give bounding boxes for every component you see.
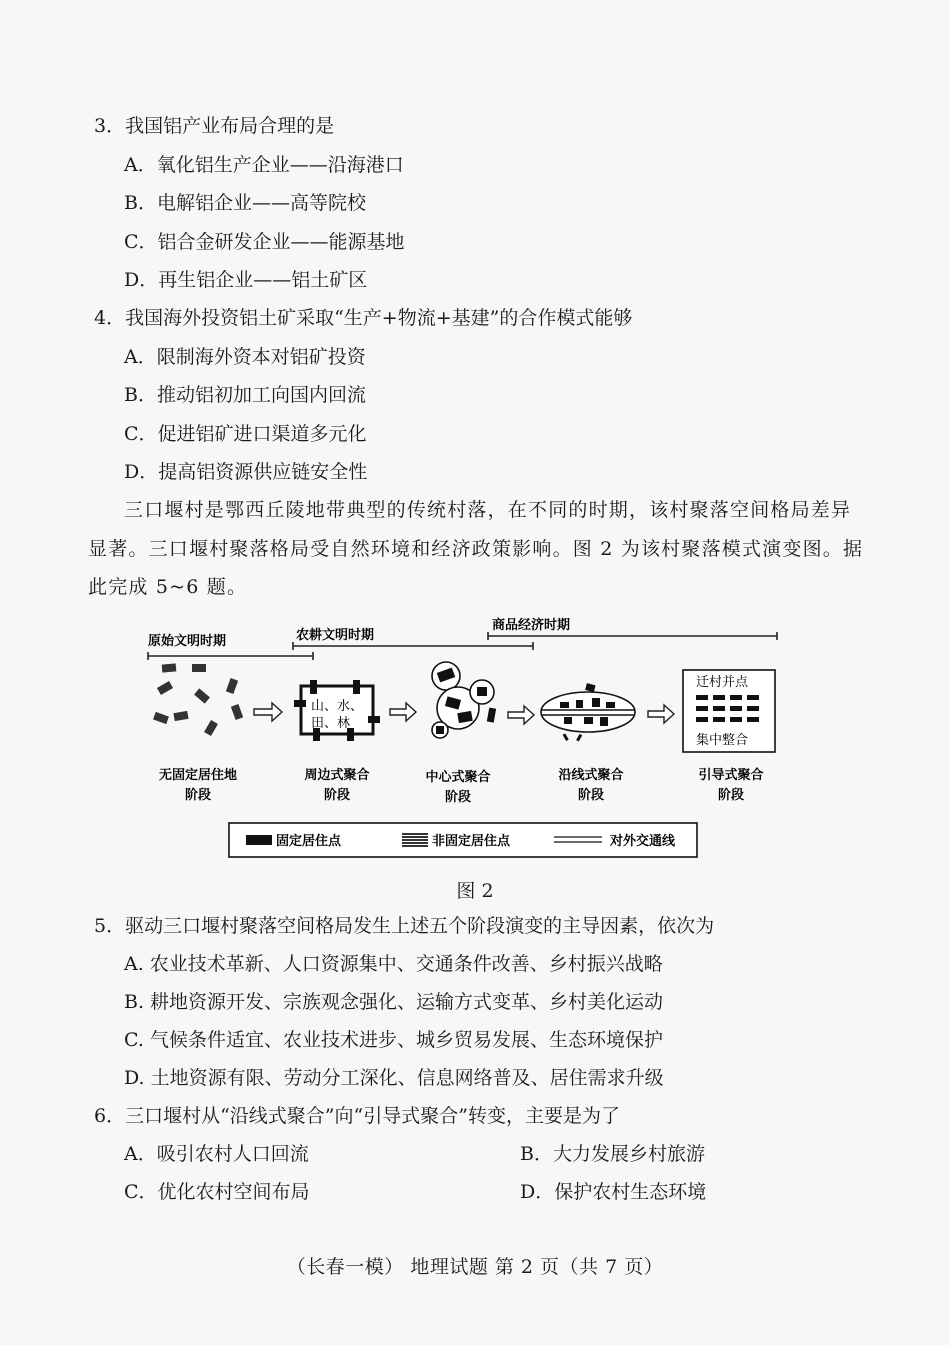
q3-option-d: D．再生铝企业——铝土矿区 (124, 269, 368, 291)
legend-road-label: 对外交通线 (610, 834, 676, 849)
stage1-label: 无固定居住地 (158, 768, 238, 783)
legend (229, 823, 697, 857)
q3-option-a: A．氧化铝生产企业——沿海港口 (124, 154, 404, 176)
figure-caption: 图 2 (456, 880, 494, 902)
legend-fixed-label: 固定居住点 (276, 834, 342, 849)
q3-stem: 3．我国铝产业布局合理的是 (94, 115, 335, 137)
q5-option-b: B. 耕地资源开发、宗族观念强化、运输方式变革、乡村美化运动 (124, 991, 664, 1013)
stage3-label: 中心式聚合 (425, 770, 491, 785)
arrow-4 (648, 705, 674, 723)
legend-nonfixed-label: 非固定居住点 (432, 834, 511, 849)
passage-line-2: 显著。三口堰村聚落格局受自然环境和经济政策影响。图 2 为该村聚落模式演变图。据 (88, 538, 864, 560)
stage5-box-top: 迁村并点 (696, 675, 749, 690)
period-label-farming: 农耕文明时期 (296, 628, 375, 643)
figure-svg (140, 612, 820, 874)
stage4-linear (541, 683, 635, 741)
q4-stem: 4．我国海外投资铝土矿采取“生产+物流+基建”的合作模式能够 (94, 307, 633, 329)
q6-option-a: A．吸引农村人口回流 (124, 1143, 309, 1165)
arrow-3 (508, 706, 534, 724)
q4-option-c: C．促进铝矿进口渠道多元化 (124, 423, 367, 445)
q5-option-a: A. 农业技术革新、人口资源集中、交通条件改善、乡村振兴战略 (124, 953, 663, 975)
passage-line-1: 三口堰村是鄂西丘陵地带典型的传统村落，在不同的时期，该村聚落空间格局差异 (124, 499, 852, 521)
stage-labels (159, 767, 764, 805)
stage2-label: 周边式聚合 (304, 768, 370, 783)
stage1-scattered-points (153, 663, 243, 736)
period-timelines (148, 617, 777, 660)
q3-option-c: C．铝合金研发企业——能源基地 (124, 231, 405, 253)
q4-option-a: A．限制海外资本对铝矿投资 (124, 346, 366, 368)
stage2-box-text-1: 山、水、 (311, 699, 364, 714)
q6-option-c: C．优化农村空间布局 (124, 1181, 310, 1203)
stage5-guided (683, 670, 775, 752)
stage4-label-2: 阶段 (577, 788, 605, 803)
q5-stem: 5．驱动三口堰村聚落空间格局发生上述五个阶段演变的主导因素，依次为 (94, 915, 715, 937)
stage5-label: 引导式聚合 (698, 768, 764, 783)
page-footer: （长春一模） 地理试题 第 2 页（共 7 页） (286, 1256, 664, 1278)
period-label-commodity: 商品经济时期 (492, 618, 571, 633)
stage2-box-text-2: 田、林 (311, 716, 351, 731)
stage3-central (432, 662, 496, 738)
arrow-1 (254, 703, 282, 721)
q4-option-d: D．提高铝资源供应链安全性 (124, 461, 368, 483)
stage4-label: 沿线式聚合 (558, 768, 624, 783)
q6-option-d: D．保护农村生态环境 (520, 1181, 707, 1203)
stage5-label-2: 阶段 (717, 788, 745, 803)
passage-line-3: 此完成 5~6 题。 (88, 576, 248, 598)
stage3-label-2: 阶段 (444, 790, 472, 805)
stage2-label-2: 阶段 (323, 788, 351, 803)
settlement-evolution-figure (140, 612, 820, 874)
q3-option-b: B．电解铝企业——高等院校 (124, 192, 366, 214)
q5-option-d: D. 土地资源有限、劳动分工深化、信息网络普及、居住需求升级 (124, 1067, 664, 1089)
stage1-label-2: 阶段 (184, 788, 212, 803)
q4-option-b: B．推动铝初加工向国内回流 (124, 384, 366, 406)
legend-fixed-swatch (246, 835, 272, 845)
stage5-box-bottom: 集中整合 (696, 733, 749, 748)
period-label-primitive: 原始文明时期 (148, 634, 227, 649)
arrow-2 (390, 703, 416, 721)
q6-option-b: B．大力发展乡村旅游 (520, 1143, 705, 1165)
q5-option-c: C. 气候条件适宜、农业技术进步、城乡贸易发展、生态环境保护 (124, 1029, 663, 1051)
stage2-peripheral (294, 680, 380, 741)
q6-stem: 6．三口堰村从“沿线式聚合”向“引导式聚合”转变，主要是为了 (94, 1105, 620, 1127)
